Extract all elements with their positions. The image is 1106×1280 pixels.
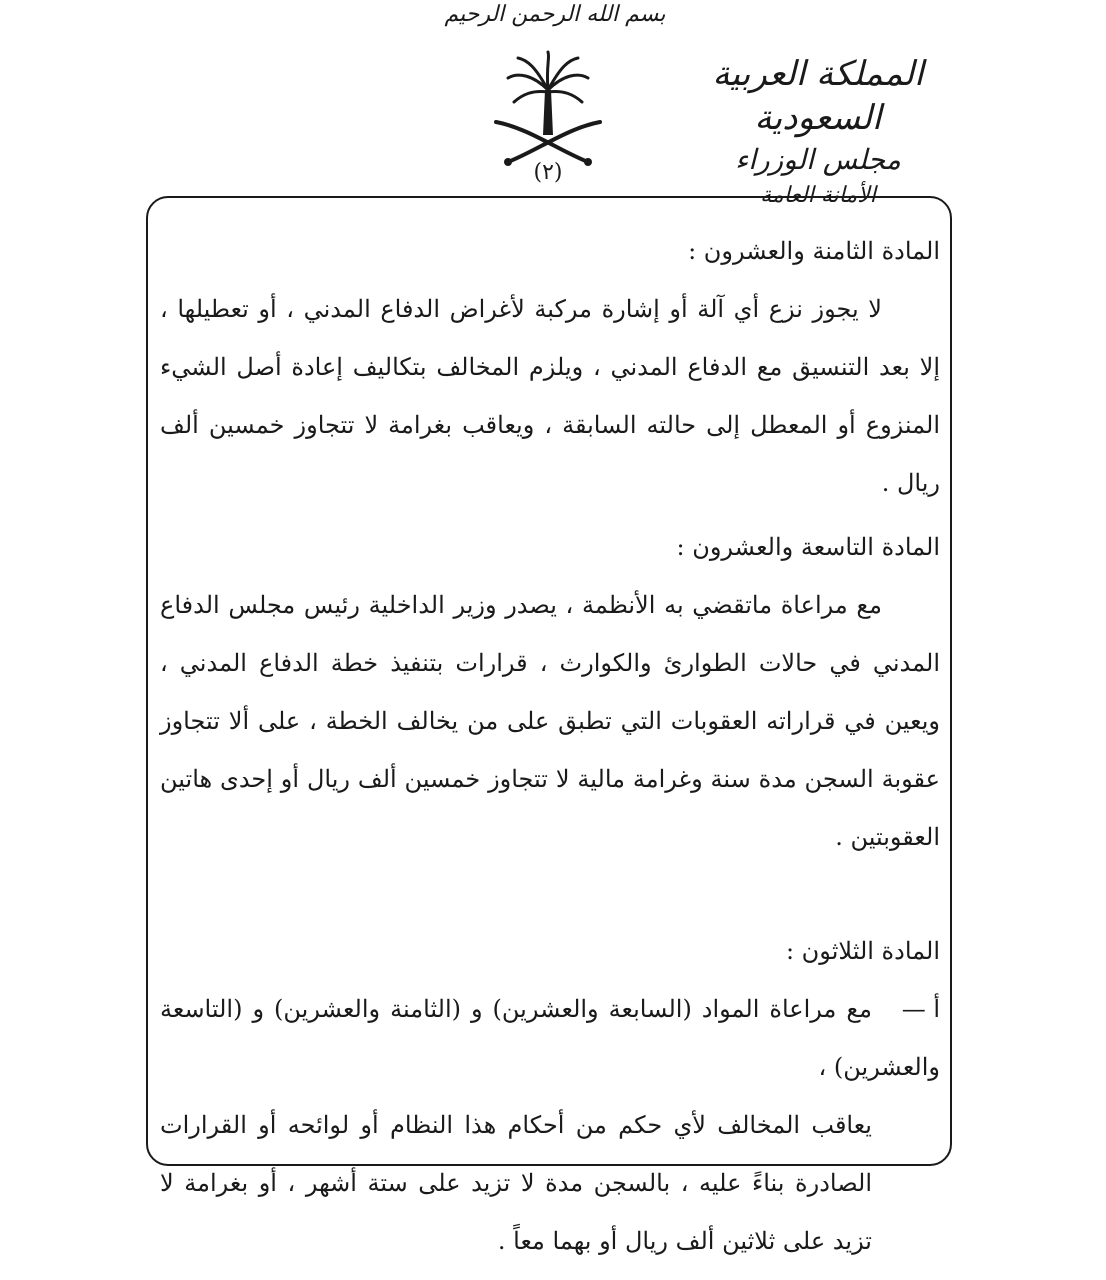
document-body	[160, 222, 940, 1270]
article-29-text: مع مراعاة ماتقضي به الأنظمة ، يصدر وزير الداخلية رئيس مجلس الدفاع المدني في حالات الطوارئ والكوارث ، قرارات بتنفيذ خطة الدفاع المدني ، ويعين في قراراته العقوبات التي تطبق على من يخالف الخطة ، على ألا تتجاوز عقوبة السجن مدة سنة وغرامة مالية لا تتجاوز خمسين ألف ريال أو إحدى هاتين العقوبتين .	[160, 591, 940, 851]
clause-mark: أ —	[901, 995, 940, 1023]
article-30-title: المادة الثلاثون :	[785, 937, 940, 965]
clause-a-first-line: مع مراعاة المواد (السابعة والعشرين) و (الثامنة والعشرين) و (التاسعة والعشرين) ،	[160, 995, 940, 1081]
article-30-clause-a-continued: يعاقب المخالف لأي حكم من أحكام هذا النظام أو لوائحه أو القرارات الصادرة بناءً عليه ، بالسجن مدة لا تزيد على ستة أشهر ، أو بغرامة لا تزيد على ثلاثين ألف ريال أو بهما معاً .	[160, 1111, 872, 1255]
council-name: مجلس الوزراء	[735, 143, 901, 176]
article-28-title: المادة الثامنة والعشرون :	[688, 237, 940, 265]
basmala: بسم الله الرحمن الرحيم	[444, 2, 666, 27]
letterhead	[678, 52, 958, 212]
secretariat-name: الأمانة العامة	[760, 183, 876, 208]
kingdom-name: المملكة العربية السعودية	[712, 54, 924, 138]
article-30-clause-a	[160, 980, 940, 1096]
page-number: (٢)	[533, 160, 563, 185]
article-29-title: المادة التاسعة والعشرون :	[676, 533, 940, 561]
article-28-text: لا يجوز نزع أي آلة أو إشارة مركبة لأغراض الدفاع المدني ، أو تعطيلها ، إلا بعد التنسيق مع الدفاع المدني ، ويلزم المخالف بتكاليف إعادة أصل الشيء المنزوع أو المعطل إلى حالته السابقة ، ويعاقب بغرامة لا تتجاوز خمسين ألف ريال .	[160, 295, 940, 497]
